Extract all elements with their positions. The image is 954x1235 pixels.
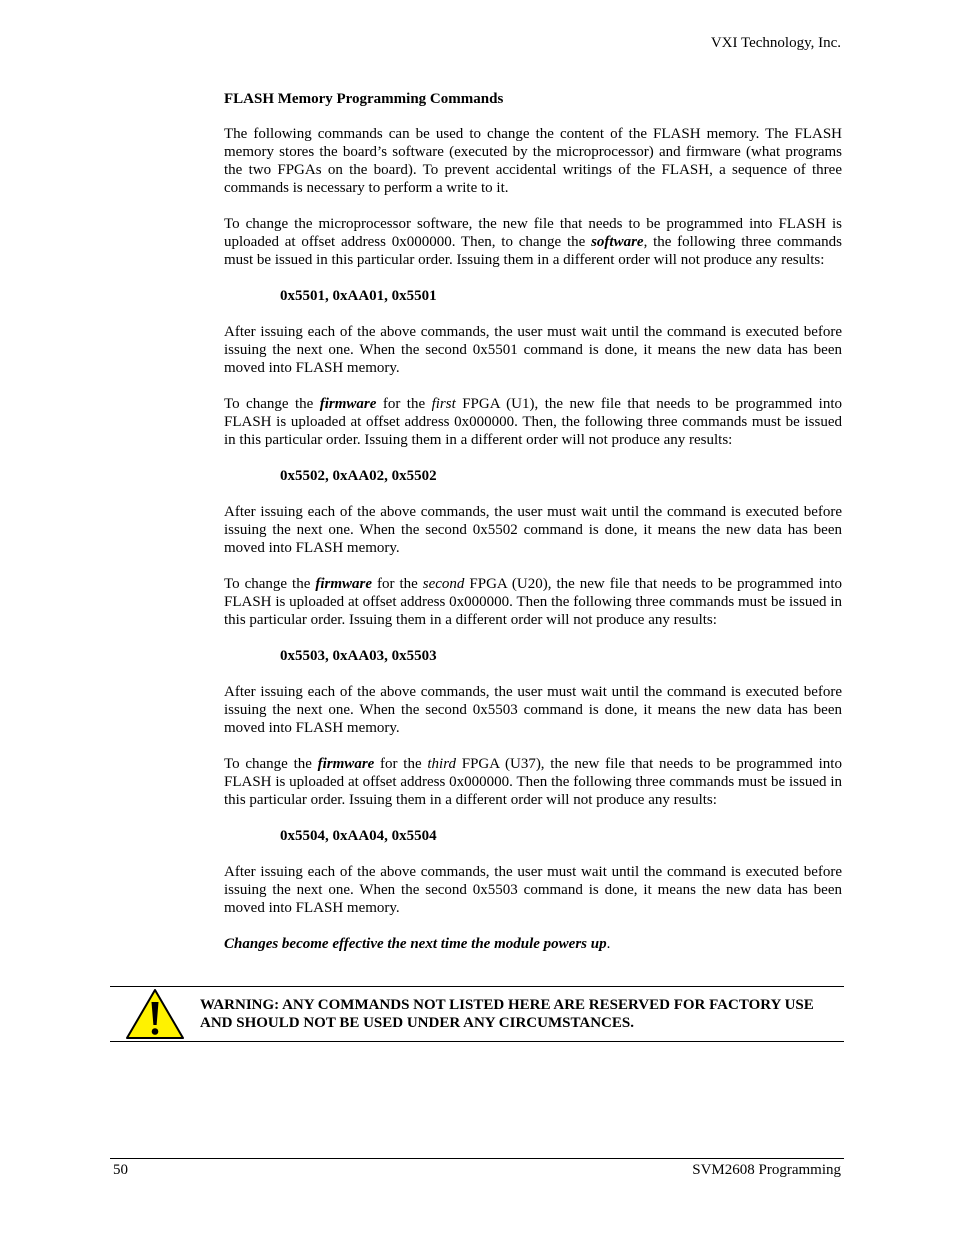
warning-box <box>110 986 844 1042</box>
emph-firmware: firmware <box>317 756 375 772</box>
footer-rule <box>110 1158 844 1159</box>
command-sequence-fpga3: 0x5504, 0xAA04, 0x5504 <box>280 828 437 844</box>
footer-page-number: 50 <box>113 1162 128 1178</box>
text-run: , the following three commands must be issued in this particular order. Issuing them in a different order will not produce any results: <box>224 234 842 268</box>
section-title: FLASH Memory Programming Commands <box>224 91 504 107</box>
footer-section: SVM2608 Programming <box>692 1162 841 1178</box>
exclamation-dot <box>152 1028 159 1035</box>
text-run: To change the <box>224 576 316 592</box>
intro-paragraph: The following commands can be used to change the content of the FLASH memory. The FLASH memory stores the board’s software (executed by the microprocessor) and firmware (what programs the two FPGAs on the board). To prevent accidental writings of the FLASH, a sequence of three commands is necessary to perform a write to it. <box>224 126 842 196</box>
after-paragraph-fpga2: After issuing each of the above commands, the user must wait until the command is executed before issuing the next one. When the second 0x5503 command is done, it means the new data has been moved into FLASH memory. <box>224 684 842 736</box>
emph-firmware: firmware <box>315 576 373 592</box>
header-company: VXI Technology, Inc. <box>710 35 841 51</box>
emph-software: software <box>591 234 644 250</box>
ital-second: second <box>422 576 465 592</box>
fpga1-paragraph <box>224 395 842 449</box>
text-run: FPGA (U1), the new file that needs to be programmed into FLASH is uploaded at offset address 0x000000. Then, the following three commands must be issued in this particular order. Issuing them in a different order will not produce any results: <box>224 396 842 448</box>
warning-text: WARNING: ANY COMMANDS NOT LISTED HERE ARE RESERVED FOR FACTORY USE AND SHOULD NOT BE USED UNDER ANY CIRCUMSTANCES. <box>200 997 814 1031</box>
command-sequence-fpga2: 0x5503, 0xAA03, 0x5503 <box>280 648 437 664</box>
fpga3-paragraph <box>224 755 842 809</box>
after-paragraph-fpga3: After issuing each of the above commands, the user must wait until the command is executed before issuing the next one. When the second 0x5503 command is done, it means the new data has been moved into FLASH memory. <box>224 864 842 916</box>
text-run: for the <box>372 576 423 592</box>
effective-note <box>224 935 842 953</box>
text-run: for the <box>376 396 432 412</box>
after-paragraph-software: After issuing each of the above commands, the user must wait until the command is executed before issuing the next one. When the second 0x5501 command is done, it means the new data has been moved into FLASH memory. <box>224 324 842 376</box>
note-text: Changes become effective the next time the module powers up <box>224 936 607 952</box>
emph-firmware: firmware <box>319 396 377 412</box>
text-run: FPGA (U37), the new file that needs to be programmed into FLASH is uploaded at offset address 0x000000. Then the following three commands must be issued in this particular order. Issuing them in a different order will not produce any results: <box>224 756 842 808</box>
text-run: To change the microprocessor software, the new file that needs to be programmed into FLASH is uploaded at offset address 0x000000. Then, to change the <box>224 216 842 250</box>
command-sequence-software: 0x5501, 0xAA01, 0x5501 <box>280 288 437 304</box>
command-sequence-fpga1: 0x5502, 0xAA02, 0x5502 <box>280 468 437 484</box>
after-paragraph-fpga1: After issuing each of the above commands, the user must wait until the command is executed before issuing the next one. When the second 0x5502 command is done, it means the new data has been moved into FLASH memory. <box>224 504 842 556</box>
page-content <box>224 90 842 971</box>
ital-first: first <box>431 396 456 412</box>
text-run: for the <box>374 756 428 772</box>
ital-third: third <box>427 756 456 772</box>
text-run: To change the <box>224 396 320 412</box>
warning-triangle-svg <box>124 988 186 1040</box>
text-run: FPGA (U20), the new file that needs to be programmed into FLASH is uploaded at offset address 0x000000. Then the following three commands must be issued in this particular order. Issuing them in a different order will not produce any results: <box>224 576 842 628</box>
warning-icon <box>124 988 186 1040</box>
note-period: . <box>606 936 611 952</box>
text-run: To change the <box>224 756 318 772</box>
software-paragraph <box>224 215 842 269</box>
fpga2-paragraph <box>224 575 842 629</box>
